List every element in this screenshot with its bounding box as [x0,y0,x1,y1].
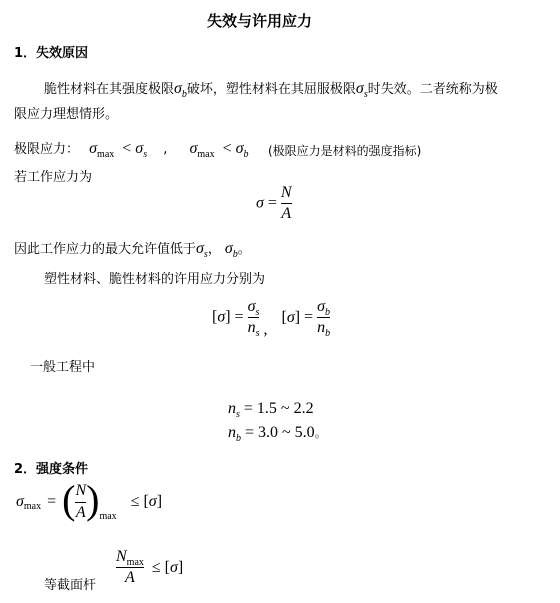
para-text: 破坏，塑性材料在其屈服极限 [186,82,356,97]
sigma-s-symbol: $\sigma_s$ [196,240,208,260]
equal-section-formula: $\frac{N_{max}}{A}$ ≤ [σ] [116,548,184,587]
stress-formula: σ = $\frac{N}{A}$ [256,184,292,223]
paragraph-line-2: 限应力理想情形。 [14,107,119,122]
allowable-formulas: [σ] = $\frac{\sigma_s}{n_s}$ , [σ] = $\frac{\sigma_b}{n_b}$ [212,298,331,340]
limit-note: (极限应力是材料的强度指标) [268,144,422,158]
fraction-n-over-a: $\frac{N}{A}$ [75,482,87,521]
section-heading-2: 2．强度条件 [14,462,89,477]
fraction-n-over-a: $\frac{N}{A}$ [280,184,292,223]
sigma-b-symbol: $\sigma_b$ [174,80,187,100]
section-heading-1: 1．失效原因 [14,46,89,61]
ns-range: $n_s = 1.5$ ~ 2.2 [228,400,314,420]
limit-formula-2: $\sigma_{max} < \sigma_b$ [189,140,249,160]
strength-condition-formula: σ max = ( $\frac{N}{A}$ ) max ≤ [σ] [16,477,163,522]
limit-formula-1: $\sigma_{max} < \sigma_s$ [89,140,148,160]
nb-range: $n_b = 3.0$ ~ 5.0。 [228,424,327,444]
limit-stress-line: 极限应力： $\sigma_{max} < \sigma_s$ , $\sigma_{max} < \sigma_b$ [14,140,249,160]
allowable-text: 塑性材料、脆性材料的许用应力分别为 [44,272,266,287]
general-engineering-text: 一般工程中 [30,360,96,375]
below-text-line: 因此工作应力的最大允许值低于$\sigma_s$， $\sigma_b$。 [14,240,251,260]
equal-section-label: 等截面杆 [44,578,97,593]
para-text: 时失效。二者统称为极 [367,82,498,97]
below-text: 因此工作应力的最大允许值低于 [14,242,197,257]
fraction-nmax-over-a: $\frac{N_{max}}{A}$ [116,548,144,587]
fraction-sigma-s-over-ns: $\frac{\sigma_s}{n_s}$ [247,298,260,340]
paragraph-line-1 [44,78,498,98]
sigma-s-symbol: $\sigma_s$ [355,80,368,100]
sigma-b-symbol: $\sigma_b$ [224,240,238,260]
work-stress-text: 若工作应力为 [14,170,93,185]
para-text: 脆性材料在其强度极限 [44,82,175,97]
page-title: 失效与许用应力 [207,12,313,30]
fraction-sigma-b-over-nb: $\frac{\sigma_b}{n_b}$ [317,298,331,340]
limit-label: 极限应力： [14,142,80,157]
